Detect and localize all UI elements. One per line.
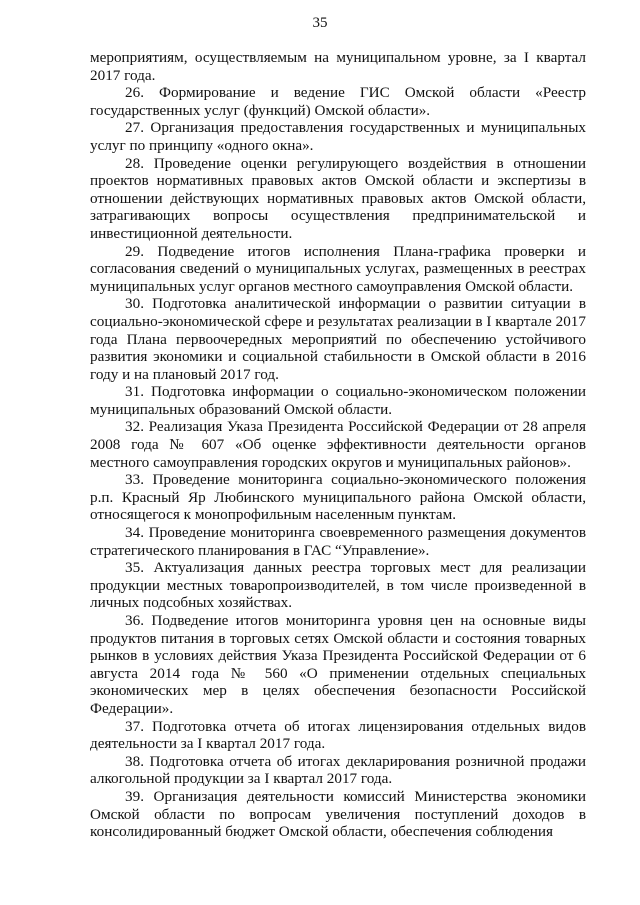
paragraph-item-28: 28. Проведение оценки регулирующего воздействия в отношении проектов нормативных правовых актов Омской области и экспертизы в отношении действующих нормативных правовых актов Омской области, затрагивающих вопросы осуществления предпринимательской и инвестиционной деятельности.: [90, 154, 586, 242]
page-number: 35: [312, 15, 328, 31]
paragraph-item-32: 32. Реализация Указа Президента Российской Федерации от 28 апреля 2008 года № 607 «Об оценке эффективности деятельности органов местного самоуправления городских округов и муниципальных районов».: [90, 418, 586, 471]
paragraph-item-30: 30. Подготовка аналитической информации о развитии ситуации в социально-экономической сфере и результатах реализации в I квартале 2017 года Плана первоочередных мероприятий по обеспечению устойчивого развития экономики и социальной стабильности в Омской области в 2016 году и на плановый 2017 год.: [90, 295, 586, 383]
paragraph-item-38: 38. Подготовка отчета об итогах декларирования розничной продажи алкогольной продукции за I квартал 2017 года.: [90, 752, 586, 788]
paragraph-item-39: 39. Организация деятельности комиссий Министерства экономики Омской области по вопросам увеличения поступлений доходов в консолидированный бюджет Омской области, обеспечения соблюдения: [90, 787, 586, 841]
paragraph-continuation: мероприятиям, осуществляемым на муниципальном уровне, за I квартал 2017 года.: [90, 49, 586, 84]
paragraph-item-27: 27. Организация предоставления государственных и муниципальных услуг по принципу «одного окна».: [90, 119, 586, 154]
paragraph-item-26: 26. Формирование и ведение ГИС Омской области «Реестр государственных услуг (функций) Омской области».: [90, 84, 586, 119]
paragraph-item-29: 29. Подведение итогов исполнения Плана-графика проверки и согласования сведений о муниципальных услугах, размещенных в реестрах муниципальных услуг органов местного самоуправления Омской области.: [90, 242, 586, 295]
paragraph-item-35: 35. Актуализация данных реестра торговых мест для реализации продукции местных товаропроизводителей, в том числе произведенной в личных подсобных хозяйствах.: [90, 559, 586, 612]
paragraph-item-37: 37. Подготовка отчета об итогах лицензирования отдельных видов деятельности за I квартал 2017 года.: [90, 717, 586, 753]
paragraph-item-33: 33. Проведение мониторинга социально-экономического положения р.п. Красный Яр Любинского муниципального района Омской области, относящегося к монопрофильным населенным пунктам.: [90, 471, 586, 524]
paragraph-item-31: 31. Подготовка информации о социально-экономическом положении муниципальных образований Омской области.: [90, 383, 586, 418]
paragraph-item-36: 36. Подведение итогов мониторинга уровня цен на основные виды продуктов питания в торговых сетях Омской области и состояния товарных рынков в условиях действия Указа Президента Российской Федерации от 6 августа 2014 года № 560 «О применении отдельных специальных экономических мер в целях обеспечения безопасности Российской Федерации».: [90, 612, 586, 717]
paragraph-item-34: 34. Проведение мониторинга своевременного размещения документов стратегического планирования в ГАС “Управление».: [90, 524, 586, 559]
document-body: [90, 49, 586, 841]
